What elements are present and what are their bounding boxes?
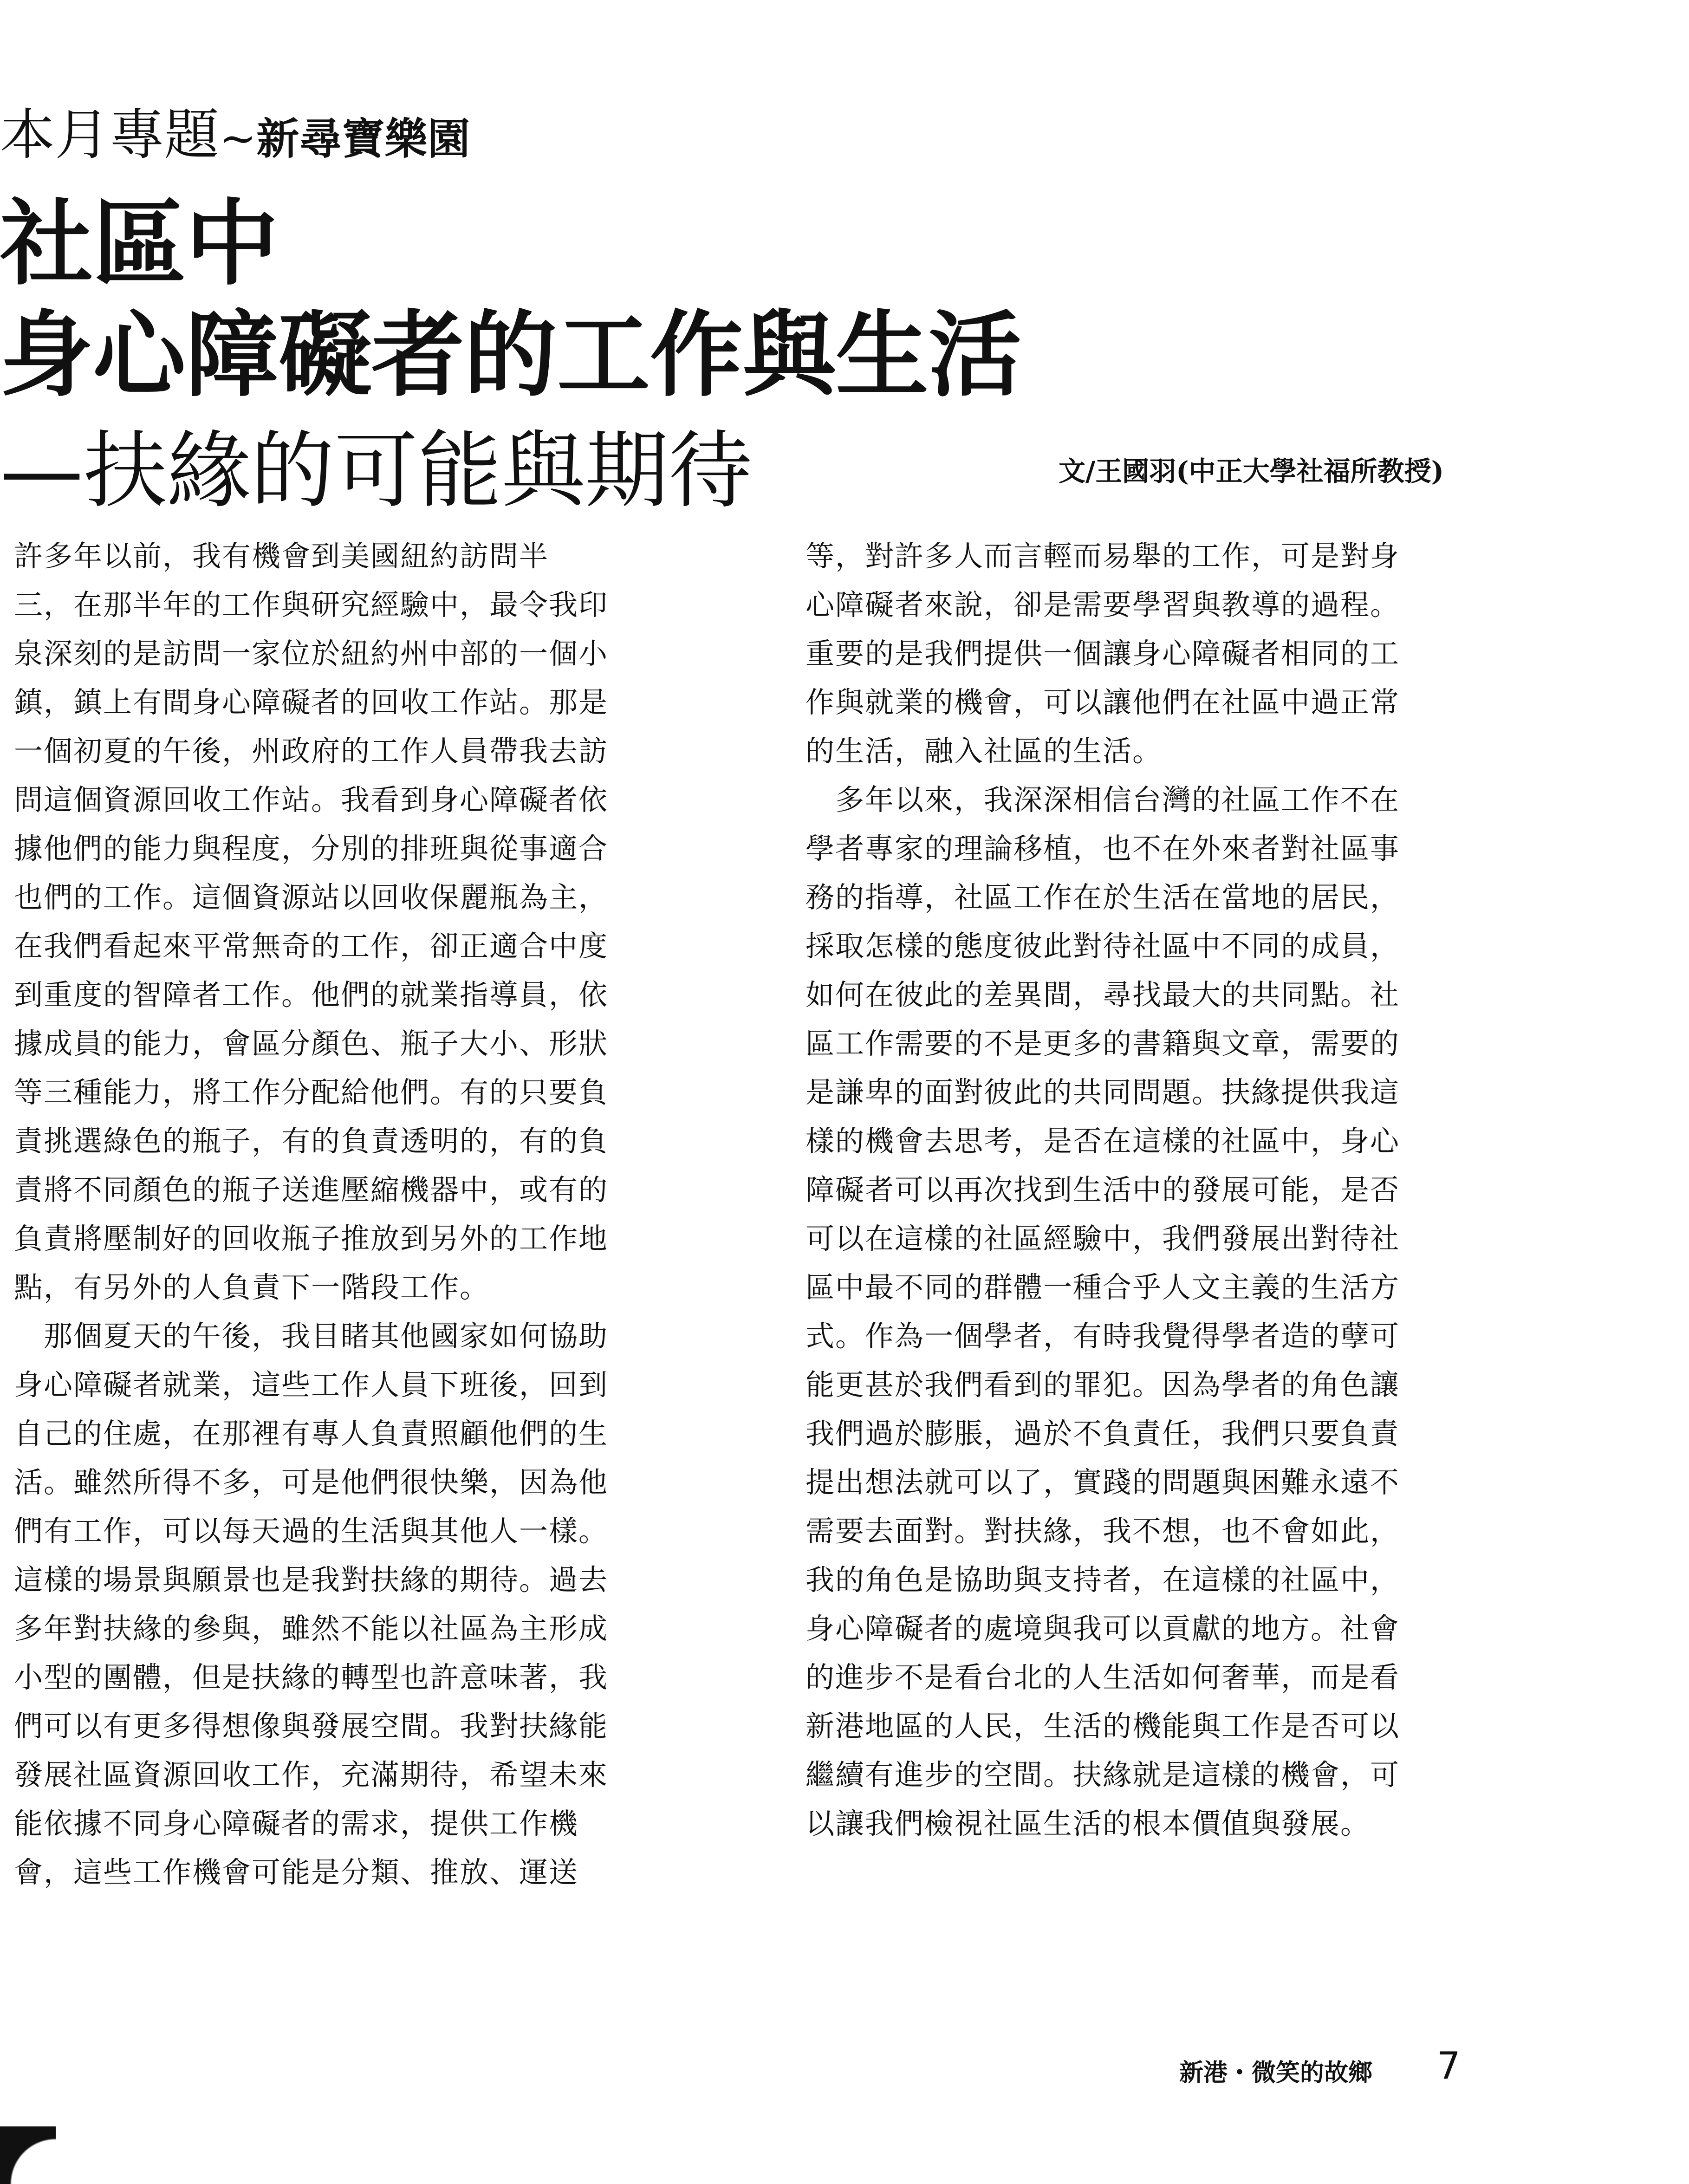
text-line: 區中最不同的群體一種合乎人文主義的生活方	[806, 1270, 1400, 1304]
text-line: 們可以有更多得想像與發展空間。我對扶緣能	[14, 1709, 609, 1743]
article-subtitle: —扶緣的可能與期待	[0, 422, 753, 520]
text-line: 也們的工作。這個資源站以回收保麗瓶為主，	[14, 880, 609, 914]
text-line: 以讓我們檢視社區生活的根本價值與發展。	[806, 1807, 1371, 1840]
text-line: 能依據不同身心障礙者的需求，提供工作機	[14, 1807, 579, 1840]
text-line: 需要去面對。對扶緣，我不想，也不會如此，	[806, 1514, 1400, 1548]
scan-corner-shadow	[0, 2126, 56, 2184]
section-label: 本月專題	[0, 103, 220, 167]
text-line: 到重度的智障者工作。他們的就業指導員，依	[14, 978, 609, 1012]
text-line: 責將不同顏色的瓶子送進壓縮機器中，或有的	[14, 1173, 609, 1207]
text-line: 三，在那半年的工作與研究經驗中，最令我印	[14, 588, 609, 622]
text-line: 的進步不是看台北的人生活如何奢華，而是看	[806, 1660, 1400, 1694]
text-line: 作與就業的機會，可以讓他們在社區中過正常	[806, 685, 1400, 719]
text-line: 如何在彼此的差異間，尋找最大的共同點。社	[806, 978, 1400, 1012]
publication-footer: 新港・微笑的故鄉	[1179, 2059, 1373, 2087]
article-title-line-1: 社區中	[0, 189, 279, 298]
text-line: 學者專家的理論移植，也不在外來者對社區事	[806, 832, 1400, 865]
text-line: 泉深刻的是訪問一家位於紐約州中部的一個小	[14, 637, 609, 670]
section-separator: ~	[219, 112, 257, 164]
text-line: 務的指導，社區工作在於生活在當地的居民，	[806, 880, 1400, 914]
text-line: 點，有另外的人負責下一階段工作。	[14, 1270, 490, 1304]
right-text-column	[806, 532, 1530, 1848]
text-line: 這樣的場景與願景也是我對扶緣的期待。過去	[14, 1563, 609, 1597]
page-number: 7	[1437, 2044, 1461, 2087]
text-line: 新港地區的人民，生活的機能與工作是否可以	[806, 1709, 1400, 1743]
text-line: 重要的是我們提供一個讓身心障礙者相同的工	[806, 637, 1400, 670]
text-line: 那個夏天的午後，我目睹其他國家如何協助	[14, 1319, 609, 1353]
text-line: 繼續有進步的空間。扶緣就是這樣的機會，可	[806, 1758, 1400, 1792]
text-line: 式。作為一個學者，有時我覺得學者造的孽可	[806, 1319, 1400, 1353]
text-line: 採取怎樣的態度彼此對待社區中不同的成員，	[806, 929, 1400, 963]
text-line: 樣的機會去思考，是否在這樣的社區中，身心	[806, 1124, 1400, 1158]
text-line: 的生活，融入社區的生活。	[806, 734, 1163, 768]
text-line: 我們過於膨脹，過於不負責任，我們只要負責	[806, 1417, 1400, 1450]
text-line: 是謙卑的面對彼此的共同問題。扶緣提供我這	[806, 1075, 1400, 1109]
text-line: 身心障礙者就業，這些工作人員下班後，回到	[14, 1368, 609, 1402]
text-line: 身心障礙者的處境與我可以貢獻的地方。社會	[806, 1612, 1400, 1645]
text-line: 多年以來，我深深相信台灣的社區工作不在	[806, 783, 1400, 817]
text-line: 區工作需要的不是更多的書籍與文章，需要的	[806, 1027, 1400, 1060]
text-line: 鎮，鎮上有間身心障礙者的回收工作站。那是	[14, 685, 609, 719]
author-byline: 文/王國羽(中正大學社福所教授)	[1059, 455, 1444, 487]
text-line: 發展社區資源回收工作，充滿期待，希望未來	[14, 1758, 609, 1792]
text-line: 障礙者可以再次找到生活中的發展可能，是否	[806, 1173, 1400, 1207]
text-line: 一個初夏的午後，州政府的工作人員帶我去訪	[14, 734, 609, 768]
text-line: 可以在這樣的社區經驗中，我們發展出對待社	[806, 1222, 1400, 1255]
text-line: 活。雖然所得不多，可是他們很快樂，因為他	[14, 1465, 609, 1499]
text-line: 等三種能力，將工作分配給他們。有的只要負	[14, 1075, 609, 1109]
text-line: 自己的住處，在那裡有專人負責照顧他們的生	[14, 1417, 609, 1450]
text-line: 問這個資源回收工作站。我看到身心障礙者依	[14, 783, 609, 817]
text-line: 責挑選綠色的瓶子，有的負責透明的，有的負	[14, 1124, 609, 1158]
section-topic: 新尋寶樂園	[256, 114, 470, 164]
text-line: 我的角色是協助與支持者，在這樣的社區中，	[806, 1563, 1400, 1597]
text-line: 會，這些工作機會可能是分類、推放、運送	[14, 1855, 579, 1889]
text-line: 們有工作，可以每天過的生活與其他人一樣。	[14, 1514, 609, 1548]
left-text-column	[14, 532, 738, 1897]
section-header	[0, 100, 470, 174]
text-line: 在我們看起來平常無奇的工作，卻正適合中度	[14, 929, 609, 963]
article-title-line-2: 身心障礙者的工作與生活	[0, 300, 1022, 410]
text-line: 許多年以前，我有機會到美國紐約訪問半	[14, 539, 549, 573]
text-line: 心障礙者來說，卻是需要學習與教導的過程。	[806, 588, 1400, 622]
text-line: 負責將壓制好的回收瓶子推放到另外的工作地	[14, 1222, 609, 1255]
text-line: 能更甚於我們看到的罪犯。因為學者的角色讓	[806, 1368, 1400, 1402]
text-line: 提出想法就可以了，實踐的問題與困難永遠不	[806, 1465, 1400, 1499]
text-line: 據成員的能力，會區分顏色、瓶子大小、形狀	[14, 1027, 609, 1060]
text-line: 小型的團體，但是扶緣的轉型也許意味著，我	[14, 1660, 609, 1694]
text-line: 多年對扶緣的參與，雖然不能以社區為主形成	[14, 1612, 609, 1645]
text-line: 據他們的能力與程度，分別的排班與從事適合	[14, 832, 609, 865]
text-line: 等，對許多人而言輕而易舉的工作，可是對身	[806, 539, 1400, 573]
